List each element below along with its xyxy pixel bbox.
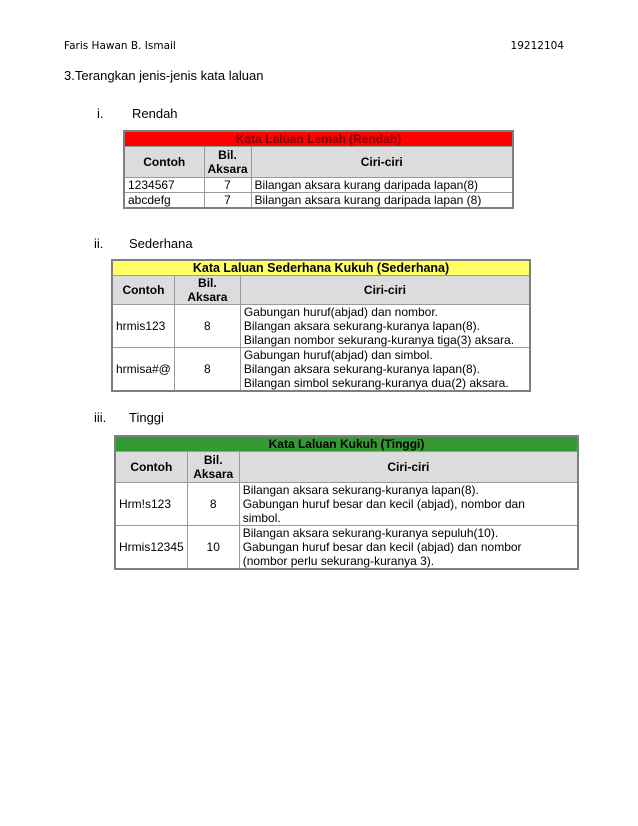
column-header-ciri-ciri: Ciri-ciri	[239, 452, 578, 483]
cell-contoh: Hrm!s123	[115, 483, 187, 526]
cell-contoh: Hrmis12345	[115, 526, 187, 570]
section-label: Tinggi	[129, 410, 164, 425]
cell-contoh: abcdefg	[124, 193, 204, 209]
table-row	[115, 483, 578, 526]
ciri-line: Bilangan nombor sekurang-kuranya tiga(3) aksara.	[243, 333, 515, 347]
table-row	[112, 305, 530, 348]
section-label: Rendah	[132, 106, 178, 121]
cell-ciri: Bilangan aksara kurang daripada lapan (8)	[251, 193, 513, 209]
table-row	[115, 526, 578, 570]
column-header-contoh: Contoh	[112, 276, 174, 305]
table-title: Kata Laluan Kukuh (Tinggi)	[115, 436, 578, 452]
column-header-contoh: Contoh	[115, 452, 187, 483]
ciri-line: Gabungan huruf besar dan kecil (abjad) dan nombor	[242, 540, 522, 554]
cell-bil-aksara: 10	[187, 526, 239, 570]
cell-contoh: 1234567	[124, 178, 204, 193]
ciri-line: (nombor perlu sekurang-kuranya 3).	[242, 554, 435, 568]
column-header-bil-aksara: Bil. Aksara	[174, 276, 240, 305]
column-header-bil-aksara: Bil. Aksara	[204, 147, 251, 178]
cell-bil-aksara: 8	[174, 305, 240, 348]
section-numeral: i.	[97, 106, 104, 121]
table-row	[124, 178, 513, 193]
table-title: Kata Laluan Sederhana Kukuh (Sederhana)	[112, 260, 530, 276]
author-name: Faris Hawan B. Ismail	[64, 40, 176, 52]
ciri-line: Bilangan aksara sekurang-kuranya sepuluh(10).	[242, 526, 499, 540]
cell-ciri: Bilangan aksara kurang daripada lapan(8)	[251, 178, 513, 193]
cell-ciri	[240, 348, 530, 392]
cell-contoh: hrmis123	[112, 305, 174, 348]
ciri-line: simbol.	[242, 511, 281, 525]
cell-bil-aksara: 8	[187, 483, 239, 526]
table-tinggi	[114, 435, 579, 570]
ciri-line: Bilangan aksara sekurang-kuranya lapan(8).	[243, 362, 481, 376]
question-heading: 3.Terangkan jenis-jenis kata laluan	[64, 68, 264, 83]
cell-ciri	[240, 305, 530, 348]
column-header-ciri-ciri: Ciri-ciri	[251, 147, 513, 178]
section-label: Sederhana	[129, 236, 193, 251]
ciri-line: Gabungan huruf(abjad) dan simbol.	[243, 348, 433, 362]
ciri-line: Bilangan aksara sekurang-kuranya lapan(8).	[243, 319, 481, 333]
student-id: 19212104	[510, 40, 564, 52]
cell-bil-aksara: 7	[204, 193, 251, 209]
table-row	[112, 348, 530, 392]
table-row	[124, 193, 513, 209]
ciri-line: Bilangan simbol sekurang-kuranya dua(2) aksara.	[243, 376, 509, 390]
column-header-contoh: Contoh	[124, 147, 204, 178]
cell-bil-aksara: 7	[204, 178, 251, 193]
column-header-ciri-ciri: Ciri-ciri	[240, 276, 530, 305]
column-header-bil-aksara: Bil. Aksara	[187, 452, 239, 483]
cell-ciri	[239, 483, 578, 526]
section-numeral: ii.	[94, 236, 104, 251]
cell-ciri	[239, 526, 578, 570]
table-sederhana	[111, 259, 531, 392]
table-rendah	[123, 130, 514, 209]
section-numeral: iii.	[94, 410, 107, 425]
cell-bil-aksara: 8	[174, 348, 240, 392]
ciri-line: Gabungan huruf besar dan kecil (abjad), nombor dan	[242, 497, 525, 511]
ciri-line: Gabungan huruf(abjad) dan nombor.	[243, 305, 439, 319]
ciri-line: Bilangan aksara sekurang-kuranya lapan(8).	[242, 483, 479, 497]
table-title: Kata Laluan Lemah (Rendah)	[124, 131, 513, 147]
cell-contoh: hrmisa#@	[112, 348, 174, 392]
